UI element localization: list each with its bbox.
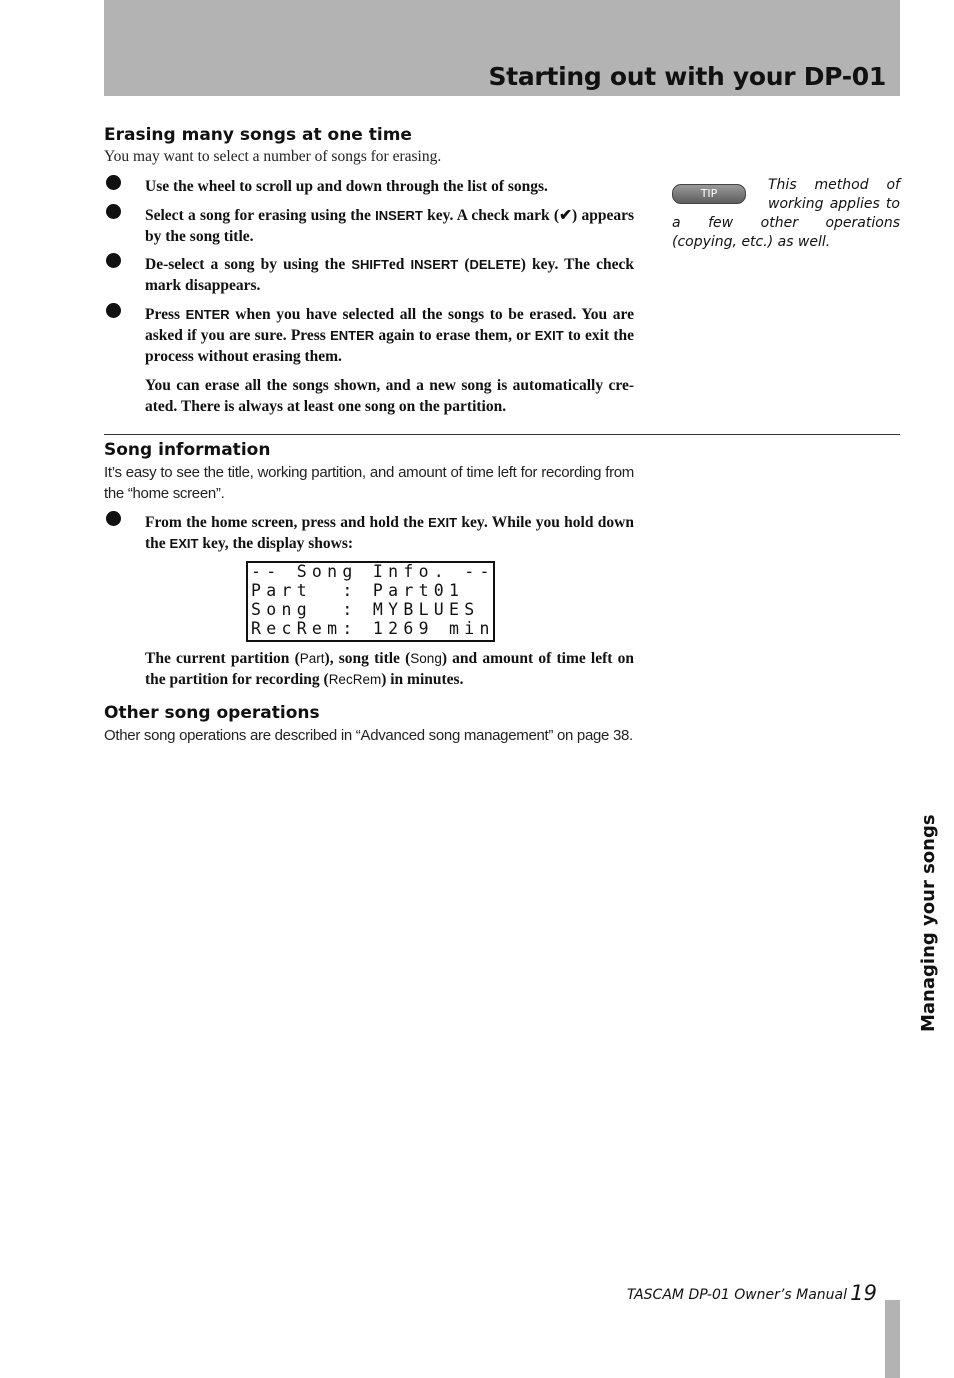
key-exit: EXIT <box>534 328 564 343</box>
bullet-icon <box>106 253 121 268</box>
lcd-explanation: The current partition (Part), song title (Song) and amount of time left on the partition for recording (RecRem) in minutes. <box>145 650 634 688</box>
bullet-icon <box>106 175 121 190</box>
sidebar-tab-label: Managing your songs <box>918 814 939 1032</box>
list-item-scroll: Use the wheel to scroll up and down through the list of songs. <box>145 178 548 195</box>
bullet-icon <box>106 303 121 318</box>
section-intro-erasing: You may want to select a number of songs for erasing. <box>104 148 442 165</box>
list-item-select: Select a song for erasing using the INSERT key. A check mark (✔) appears by the song title. <box>145 207 635 245</box>
footer-tab-bar <box>885 1300 900 1378</box>
page-number: 19 <box>850 1281 877 1305</box>
code-recrem: RecRem <box>328 672 382 687</box>
section-divider <box>104 434 900 435</box>
lcd-display <box>246 561 495 642</box>
list-item-home-screen: From the home screen, press and hold the EXIT key. While you hold down the EXIT key, the display shows: <box>145 514 634 552</box>
key-shift: SHIFT <box>351 257 389 272</box>
header-band <box>104 0 900 96</box>
page-title: Starting out with your DP-01 <box>488 62 886 91</box>
key-insert: INSERT <box>375 208 423 223</box>
code-part: Part <box>299 651 325 666</box>
section-heading-erasing: Erasing many songs at one time <box>104 125 412 145</box>
code-song: Song <box>410 651 442 666</box>
bullet-icon <box>106 511 121 526</box>
key-delete: DELETE <box>469 257 521 272</box>
bullet-icon <box>106 204 121 219</box>
lcd-line-2: Part : Part01 <box>251 581 465 600</box>
section-heading-song-info: Song information <box>104 440 271 460</box>
erase-note: You can erase all the songs shown, and a new song is automatically cre-ated. There is always at least one song on the partition. <box>145 377 634 415</box>
key-exit: EXIT <box>169 536 199 551</box>
section-heading-other-ops: Other song operations <box>104 703 320 723</box>
tip-text: This method of working applies to a few other operations (copying, etc.) as well. <box>672 177 900 250</box>
section-intro-song-info: It’s easy to see the title, working partition, and amount of time left for recording from the “home screen”. <box>104 464 634 502</box>
key-enter: ENTER <box>185 307 230 322</box>
key-insert: INSERT <box>410 257 459 272</box>
list-item-deselect: De-select a song by using the SHIFTed INSERT (DELETE) key. The check mark disappears. <box>145 256 635 294</box>
lcd-line-1: -- Song Info. -- <box>251 562 495 581</box>
key-enter: ENTER <box>330 328 375 343</box>
key-exit: EXIT <box>428 515 458 530</box>
footer-manual-title: TASCAM DP-01 Owner’s Manual <box>626 1287 847 1303</box>
lcd-line-4: RecRem: 1269 min <box>251 619 495 638</box>
tip-badge: TIP <box>672 184 746 204</box>
lcd-line-3: Song : MYBLUES <box>251 600 480 619</box>
list-item-enter: Press ENTER when you have selected all the songs to be erased. You are asked if you are sure. Press ENTER again to erase them, or EXIT to exit the process without erasing them. <box>145 306 635 365</box>
section-text-other-ops: Other song operations are described in “Advanced song management” on page 38. <box>104 727 633 744</box>
